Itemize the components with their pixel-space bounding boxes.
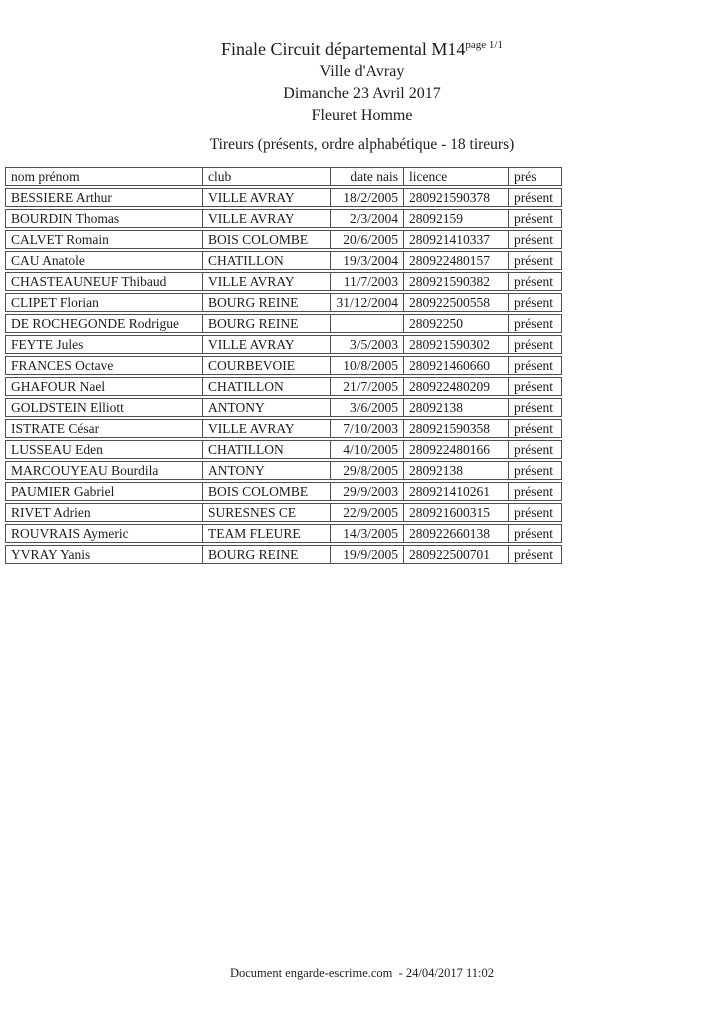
cell-presence: présent bbox=[508, 314, 562, 333]
cell-club: CHATILLON bbox=[202, 440, 330, 459]
cell-presence: présent bbox=[508, 293, 562, 312]
cell-name: YVRAY Yanis bbox=[5, 545, 202, 564]
cell-name: CAU Anatole bbox=[5, 251, 202, 270]
cell-birth-date: 3/6/2005 bbox=[330, 398, 403, 417]
cell-name: ISTRATE César bbox=[5, 419, 202, 438]
cell-club: ANTONY bbox=[202, 398, 330, 417]
table-row bbox=[5, 461, 562, 480]
table-row bbox=[5, 230, 562, 249]
cell-club: COURBEVOIE bbox=[202, 356, 330, 375]
cell-club: VILLE AVRAY bbox=[202, 335, 330, 354]
cell-club: BOIS COLOMBE bbox=[202, 482, 330, 501]
table-row bbox=[5, 398, 562, 417]
document-footer: Document engarde-escrime.com - 24/04/2017 11:02 bbox=[229, 966, 495, 980]
cell-birth-date: 19/3/2004 bbox=[330, 251, 403, 270]
cell-birth-date: 10/8/2005 bbox=[330, 356, 403, 375]
cell-licence: 280921410261 bbox=[403, 482, 508, 501]
cell-licence: 280921600315 bbox=[403, 503, 508, 522]
cell-licence: 280922500558 bbox=[403, 293, 508, 312]
cell-licence: 280922660138 bbox=[403, 524, 508, 543]
weapon-category: Fleuret Homme bbox=[311, 107, 413, 124]
cell-name: FRANCES Octave bbox=[5, 356, 202, 375]
cell-name: CALVET Romain bbox=[5, 230, 202, 249]
document-header bbox=[0, 33, 724, 127]
cell-presence: présent bbox=[508, 398, 562, 417]
col-header-presence: prés bbox=[508, 167, 562, 186]
cell-name: CLIPET Florian bbox=[5, 293, 202, 312]
table-row bbox=[5, 251, 562, 270]
table-row bbox=[5, 335, 562, 354]
cell-birth-date: 18/2/2005 bbox=[330, 188, 403, 207]
cell-club: BOIS COLOMBE bbox=[202, 230, 330, 249]
cell-club: BOURG REINE bbox=[202, 545, 330, 564]
cell-club: VILLE AVRAY bbox=[202, 209, 330, 228]
table-row bbox=[5, 524, 562, 543]
document-title: Finale Circuit départemental M14 bbox=[220, 39, 466, 59]
cell-birth-date: 3/5/2003 bbox=[330, 335, 403, 354]
cell-club: VILLE AVRAY bbox=[202, 272, 330, 291]
cell-licence: 28092138 bbox=[403, 461, 508, 480]
cell-club: CHATILLON bbox=[202, 251, 330, 270]
section-title: Tireurs (présents, ordre alphabétique - 18 tireurs) bbox=[209, 136, 515, 153]
col-header-birth-date: date nais bbox=[330, 167, 403, 186]
cell-club: BOURG REINE bbox=[202, 293, 330, 312]
cell-presence: présent bbox=[508, 545, 562, 564]
cell-name: MARCOUYEAU Bourdila bbox=[5, 461, 202, 480]
table-row bbox=[5, 356, 562, 375]
cell-name: RIVET Adrien bbox=[5, 503, 202, 522]
cell-birth-date: 19/9/2005 bbox=[330, 545, 403, 564]
cell-club: TEAM FLEURE bbox=[202, 524, 330, 543]
table-row bbox=[5, 272, 562, 291]
event-date: Dimanche 23 Avril 2017 bbox=[283, 85, 441, 102]
table-row bbox=[5, 440, 562, 459]
col-header-name: nom prénom bbox=[5, 167, 202, 186]
cell-presence: présent bbox=[508, 461, 562, 480]
table-row bbox=[5, 314, 562, 333]
table-row bbox=[5, 209, 562, 228]
col-header-club: club bbox=[202, 167, 330, 186]
cell-licence: 28092250 bbox=[403, 314, 508, 333]
cell-name: BOURDIN Thomas bbox=[5, 209, 202, 228]
cell-licence: 280921460660 bbox=[403, 356, 508, 375]
cell-licence: 280922480166 bbox=[403, 440, 508, 459]
cell-licence: 280922500701 bbox=[403, 545, 508, 564]
table-row bbox=[5, 188, 562, 207]
cell-birth-date: 7/10/2003 bbox=[330, 419, 403, 438]
cell-birth-date: 14/3/2005 bbox=[330, 524, 403, 543]
cell-birth-date: 22/9/2005 bbox=[330, 503, 403, 522]
cell-club: CHATILLON bbox=[202, 377, 330, 396]
page-indicator: page 1/1 bbox=[465, 39, 503, 51]
cell-presence: présent bbox=[508, 524, 562, 543]
cell-name: DE ROCHEGONDE Rodrigue bbox=[5, 314, 202, 333]
table-row bbox=[5, 503, 562, 522]
cell-presence: présent bbox=[508, 377, 562, 396]
cell-name: GHAFOUR Nael bbox=[5, 377, 202, 396]
cell-birth-date: 29/9/2003 bbox=[330, 482, 403, 501]
cell-birth-date: 20/6/2005 bbox=[330, 230, 403, 249]
cell-club: BOURG REINE bbox=[202, 314, 330, 333]
cell-presence: présent bbox=[508, 272, 562, 291]
table-row bbox=[5, 482, 562, 501]
cell-presence: présent bbox=[508, 419, 562, 438]
cell-name: PAUMIER Gabriel bbox=[5, 482, 202, 501]
cell-presence: présent bbox=[508, 503, 562, 522]
cell-presence: présent bbox=[508, 251, 562, 270]
table-row bbox=[5, 419, 562, 438]
header-row bbox=[5, 167, 562, 186]
cell-licence: 280921590302 bbox=[403, 335, 508, 354]
cell-club: SURESNES CE bbox=[202, 503, 330, 522]
cell-name: BESSIERE Arthur bbox=[5, 188, 202, 207]
cell-name: GOLDSTEIN Elliott bbox=[5, 398, 202, 417]
cell-licence: 280922480209 bbox=[403, 377, 508, 396]
cell-licence: 28092138 bbox=[403, 398, 508, 417]
cell-presence: présent bbox=[508, 209, 562, 228]
cell-name: LUSSEAU Eden bbox=[5, 440, 202, 459]
cell-licence: 280921590358 bbox=[403, 419, 508, 438]
cell-name: CHASTEAUNEUF Thibaud bbox=[5, 272, 202, 291]
cell-presence: présent bbox=[508, 440, 562, 459]
cell-licence: 280921590378 bbox=[403, 188, 508, 207]
cell-presence: présent bbox=[508, 188, 562, 207]
cell-licence: 280922480157 bbox=[403, 251, 508, 270]
cell-birth-date bbox=[330, 314, 403, 333]
roster-body bbox=[5, 188, 562, 564]
venue: Ville d'Avray bbox=[319, 63, 405, 80]
cell-birth-date: 4/10/2005 bbox=[330, 440, 403, 459]
cell-club: ANTONY bbox=[202, 461, 330, 480]
cell-club: VILLE AVRAY bbox=[202, 188, 330, 207]
cell-name: FEYTE Jules bbox=[5, 335, 202, 354]
cell-birth-date: 31/12/2004 bbox=[330, 293, 403, 312]
col-header-licence: licence bbox=[403, 167, 508, 186]
cell-licence: 280921590382 bbox=[403, 272, 508, 291]
cell-birth-date: 11/7/2003 bbox=[330, 272, 403, 291]
cell-presence: présent bbox=[508, 230, 562, 249]
roster-table bbox=[5, 165, 562, 566]
table-row bbox=[5, 293, 562, 312]
cell-birth-date: 2/3/2004 bbox=[330, 209, 403, 228]
cell-name: ROUVRAIS Aymeric bbox=[5, 524, 202, 543]
cell-presence: présent bbox=[508, 356, 562, 375]
cell-birth-date: 21/7/2005 bbox=[330, 377, 403, 396]
cell-licence: 28092159 bbox=[403, 209, 508, 228]
cell-birth-date: 29/8/2005 bbox=[330, 461, 403, 480]
table-row bbox=[5, 545, 562, 564]
cell-licence: 280921410337 bbox=[403, 230, 508, 249]
cell-club: VILLE AVRAY bbox=[202, 419, 330, 438]
cell-presence: présent bbox=[508, 482, 562, 501]
title-line bbox=[0, 33, 724, 61]
table-row bbox=[5, 377, 562, 396]
cell-presence: présent bbox=[508, 335, 562, 354]
